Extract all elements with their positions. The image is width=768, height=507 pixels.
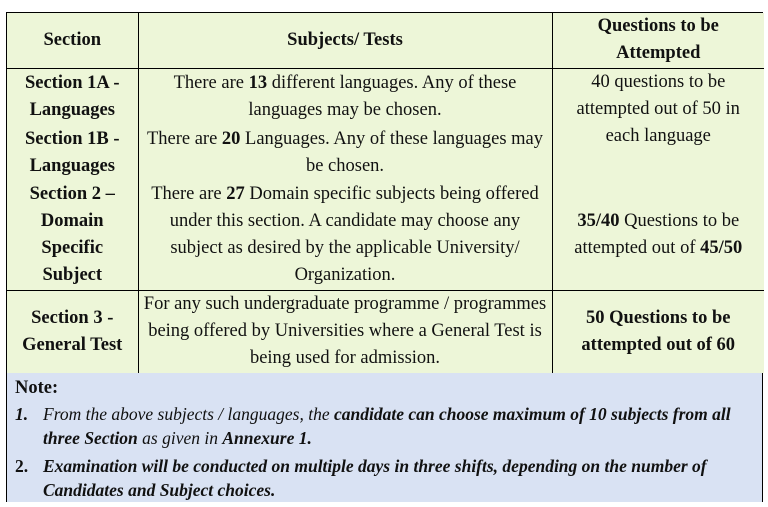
header-questions-label: Questions to be Attempted — [597, 16, 719, 64]
section-2-subjects — [139, 181, 552, 290]
note-item-1-text — [43, 402, 754, 450]
section-3-subjects-text — [144, 294, 546, 368]
section-3-label: Section 3 - General Test — [7, 290, 138, 373]
exam-scheme-table-container — [6, 12, 763, 502]
domain-questions — [553, 181, 765, 290]
domain-questions-mid: Questions to be attempted out of — [574, 211, 740, 258]
note-item-2-text — [43, 454, 754, 502]
emphasis-text: 13 — [248, 72, 268, 93]
languages-questions — [553, 69, 765, 181]
emphasis-text: 20 — [221, 128, 241, 149]
text-segment: as given in — [137, 428, 223, 448]
questions-column-group — [552, 68, 764, 290]
text-segment: Languages. Any of these languages may be chosen. — [240, 128, 544, 176]
section-1a-subjects-text — [143, 70, 548, 124]
table-header-row — [7, 13, 764, 68]
note-item-1 — [15, 402, 754, 450]
text-segment: From the above subjects / languages, the — [43, 404, 334, 424]
note-section — [7, 373, 762, 502]
languages-questions-text: 40 questions to be attempted out of 50 in each language — [576, 71, 740, 146]
note-item-1-number: 1. — [15, 404, 29, 424]
emphasis-text: Examination will be conducted on multiple days in three shifts, depending on the number of Candidates and Subject choices. — [43, 456, 707, 500]
emphasis-text: candidate can choose maximum of 10 subjects from all three Section — [43, 404, 731, 448]
text-segment: There are — [173, 72, 249, 93]
text-segment: Domain specific subjects being offered under this section. A candidate may choose any subject as desired by the applicable University/ Organization. — [169, 184, 539, 285]
emphasis-text: Annexure 1. — [222, 428, 312, 448]
exam-scheme-table — [7, 13, 764, 373]
header-subjects: Subjects/ Tests — [138, 13, 552, 68]
section-2-label: Section 2 – Domain Specific Subject — [29, 184, 115, 285]
header-questions — [552, 13, 764, 68]
text-segment: For any such undergraduate programme / programmes being offered by Universities where a General Test is being used for admission. — [143, 294, 547, 369]
text-segment: There are — [151, 184, 227, 204]
section-1a-label: Section 1A - Languages — [24, 72, 120, 120]
note-title: Note: — [15, 378, 59, 398]
section-1b-subjects-text — [143, 126, 548, 180]
table-row-section-3 — [7, 290, 764, 373]
section-3-subjects — [138, 290, 552, 373]
general-questions: 50 Questions to be attempted out of 60 — [552, 290, 764, 373]
domain-questions-attempt: 35/40 — [577, 211, 620, 231]
section-1b-label: Section 1B - Languages — [24, 128, 120, 176]
note-item-2 — [15, 454, 754, 502]
domain-questions-total: 45/50 — [700, 238, 743, 258]
section-1a-subjects — [139, 69, 552, 125]
subjects-column-group — [138, 68, 552, 290]
section-1b-subjects — [139, 125, 552, 181]
text-segment: different languages. Any of these languages may be chosen. — [248, 72, 517, 120]
note-item-2-number: 2. — [15, 456, 29, 476]
section-column-group — [7, 68, 138, 290]
domain-questions-text — [563, 208, 755, 262]
text-segment: There are — [146, 128, 222, 149]
table-row-sections-1-2 — [7, 68, 764, 290]
emphasis-text: 27 — [226, 184, 245, 204]
section-2-subjects-text — [149, 181, 542, 289]
header-section: Section — [7, 13, 138, 68]
